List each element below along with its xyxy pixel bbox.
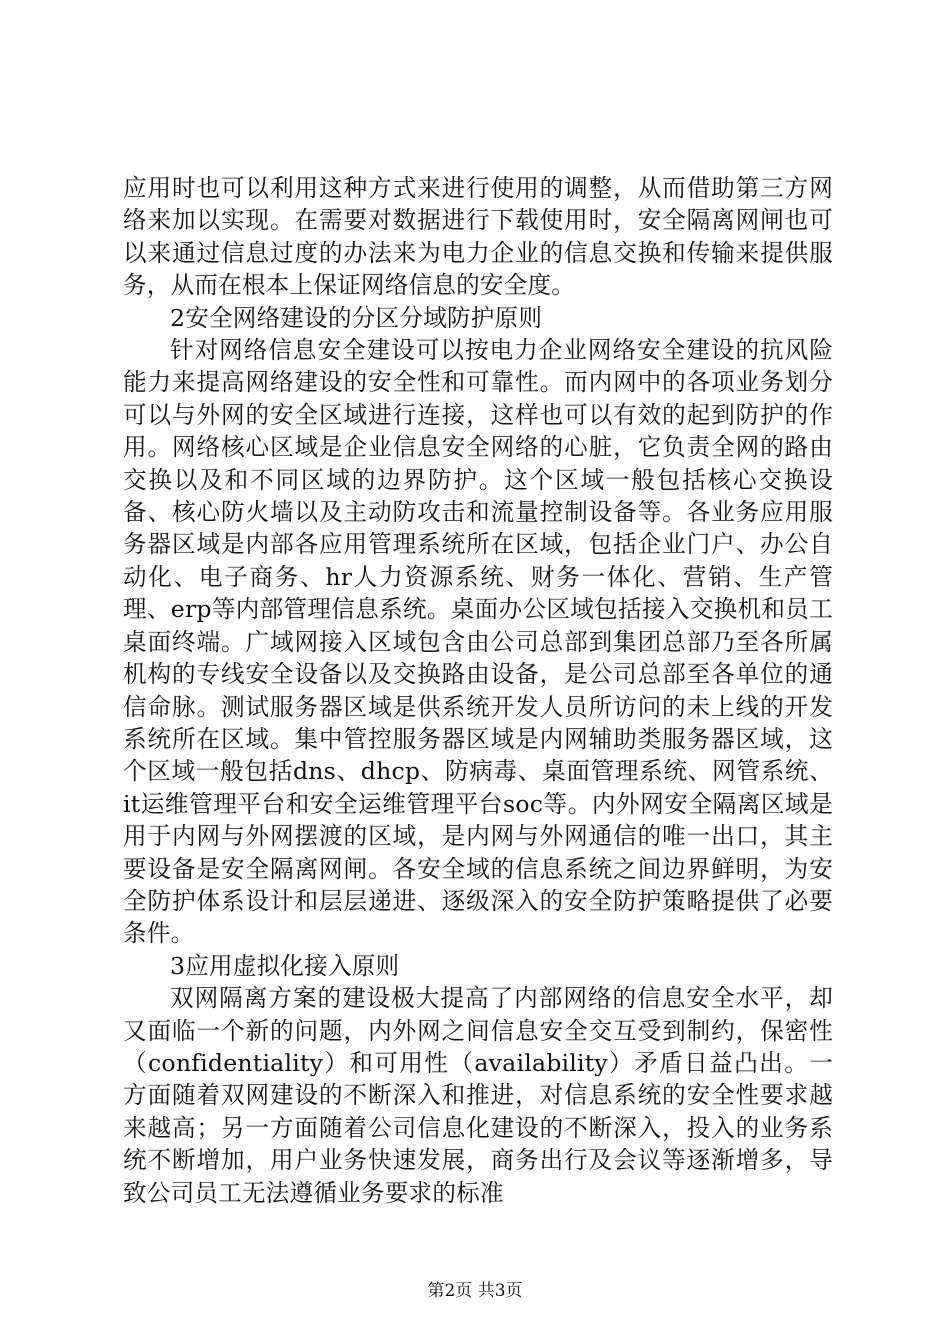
page-number-footer: 第2页 共3页 [427, 1281, 523, 1301]
section-heading-3: 3应用虚拟化接入原则 [170, 951, 400, 980]
paragraph-zone-protection: 针对网络信息安全建设可以按电力企业网络安全建设的抗风险能力来提高网络建设的安全性和可靠性。而内网中的各项业务划分可以与外网的安全区域进行连接，这样也可以有效的起到防护的作用。网络核心区域是企业信息安全网络的心脏，它负责全网的路由交换以及和不同区域的边界防护。这个区域一般包括核心交换设备、核心防火墙以及主动防攻击和流量控制设备等。各业务应用服务器区域是内部各应用管理系统所在区域，包括企业门户、办公自动化、电子商务、hr人力资源系统、财务一体化、营销、生产管理、erp等内部管理信息系统。桌面办公区域包括接入交换机和员工桌面终端。广域网接入区域包含由公司总部到集团总部乃至各所属机构的专线安全设备以及交换路由设备，是公司总部至各单位的通信命脉。测试服务器区域是供系统开发人员所访问的未上线的开发系统所在区域。集中管控服务器区域是内网辅助类服务器区域，这个区域一般包括dns、dhcp、防病毒、桌面管理系统、网管系统、it运维管理平台和安全运维管理平台soc等。内外网安全隔离区域是用于内网与外网摆渡的区域，是内网与外网通信的唯一出口，其主要设备是安全隔离网闸。各安全域的信息系统之间边界鲜明，为安全防护体系设计和层层递进、逐级深入的安全防护策略提供了必要条件。 [123, 336, 833, 948]
paragraph-virtualization: 双网隔离方案的建设极大提高了内部网络的信息安全水平，却又面临一个新的问题，内外网之间信息安全交互受到制约，保密性（confidentiality）和可用性（availability）矛盾日益凸出。一方面随着双网建设的不断深入和推进，对信息系统的安全性要求越来越高；另一方面随着公司信息化建设的不断深入，投入的业务系统不断增加，用户业务快速发展，商务出行及会议等逐渐增多，导致公司员工无法遵循业务要求的标准 [123, 984, 833, 1207]
section-heading-2: 2安全网络建设的分区分域防护原则 [170, 303, 543, 332]
paragraph-continuation: 应用时也可以利用这种方式来进行使用的调整，从而借助第三方网络来加以实现。在需要对数据进行下载使用时，安全隔离网闸也可以来通过信息过度的办法来为电力企业的信息交换和传输来提供服务，从而在根本上保证网络信息的安全度。 [123, 174, 833, 300]
document-body [123, 172, 833, 1209]
